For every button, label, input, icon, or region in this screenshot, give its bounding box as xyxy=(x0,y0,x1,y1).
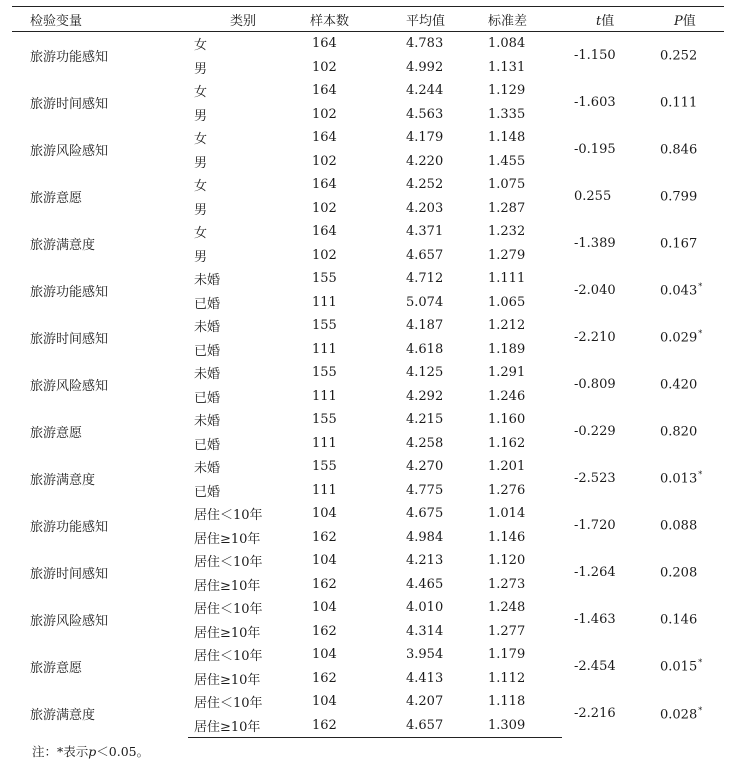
sample-size-cell: 102 xyxy=(312,247,337,263)
mean-cell: 4.314 xyxy=(406,623,444,639)
mean-cell: 4.213 xyxy=(406,553,444,569)
p-value: 0.029 xyxy=(660,330,698,346)
variable-cell: 旅游风险感知 xyxy=(30,144,109,159)
significance-star: * xyxy=(698,658,703,668)
category-cell: 男 xyxy=(194,249,208,265)
header-row xyxy=(12,7,724,32)
table-row xyxy=(12,643,724,667)
sample-size-cell: 164 xyxy=(312,36,337,52)
category-cell: 居住≥10年 xyxy=(194,531,261,547)
significance-star: * xyxy=(698,329,703,339)
mean-cell: 4.984 xyxy=(406,529,444,545)
category-cell: 居住＜10年 xyxy=(194,649,263,665)
t-value-cell: -1.463 xyxy=(574,612,616,627)
sd-cell: 1.118 xyxy=(488,694,526,710)
t-value-cell: -1.720 xyxy=(574,518,616,533)
table-row xyxy=(12,314,724,338)
p-value: 0.043 xyxy=(660,283,698,299)
header-mean: 平均值 xyxy=(376,7,468,32)
mean-cell: 4.992 xyxy=(406,59,444,75)
sample-size-cell: 155 xyxy=(312,459,337,475)
variable-cell: 旅游满意度 xyxy=(30,238,96,253)
sd-cell: 1.273 xyxy=(488,576,526,592)
p-value-cell xyxy=(646,361,724,408)
sample-size-cell: 155 xyxy=(312,271,337,287)
sample-size-cell: 155 xyxy=(312,318,337,334)
p-value-cell xyxy=(646,32,724,80)
category-cell: 女 xyxy=(194,226,208,242)
mean-cell: 4.783 xyxy=(406,36,444,52)
sample-size-cell: 162 xyxy=(292,714,376,738)
category-cell: 居住≥10年 xyxy=(194,625,261,641)
sd-cell: 1.232 xyxy=(488,224,526,240)
sd-cell: 1.065 xyxy=(488,294,526,310)
mean-cell: 4.203 xyxy=(406,200,444,216)
p-value: 0.846 xyxy=(660,142,698,158)
t-value-cell: -2.454 xyxy=(574,659,616,674)
sample-size-cell: 111 xyxy=(312,435,337,451)
p-value: 0.111 xyxy=(660,95,698,111)
header-sample-size: 样本数 xyxy=(292,7,376,32)
table-note xyxy=(32,742,149,760)
p-value: 0.208 xyxy=(660,565,698,581)
sample-size-cell: 164 xyxy=(312,83,337,99)
sd-cell: 1.212 xyxy=(488,318,526,334)
mean-cell: 4.563 xyxy=(406,106,444,122)
mean-cell: 4.258 xyxy=(406,435,444,451)
sd-cell: 1.084 xyxy=(488,36,526,52)
table-row xyxy=(12,549,724,573)
table-row xyxy=(12,455,724,479)
t-value-cell: -0.195 xyxy=(574,142,616,157)
mean-cell: 4.712 xyxy=(406,271,444,287)
mean-cell: 4.775 xyxy=(406,482,444,498)
p-value: 0.167 xyxy=(660,236,698,252)
variable-cell: 旅游意愿 xyxy=(30,426,83,441)
sample-size-cell: 164 xyxy=(312,177,337,193)
mean-cell: 4.207 xyxy=(406,694,444,710)
category-cell: 已婚 xyxy=(194,343,221,359)
mean-cell: 3.954 xyxy=(406,647,444,663)
category-cell: 居住≥10年 xyxy=(194,672,261,688)
p-value-cell xyxy=(646,220,724,267)
table-row xyxy=(12,32,724,56)
p-value: 0.820 xyxy=(660,424,698,440)
sample-size-cell: 164 xyxy=(312,224,337,240)
mean-cell: 4.465 xyxy=(406,576,444,592)
table-row xyxy=(12,267,724,291)
table-row xyxy=(12,361,724,385)
significance-star: * xyxy=(698,282,703,292)
sd-cell: 1.120 xyxy=(488,553,526,569)
category-cell: 已婚 xyxy=(194,296,221,312)
category-cell: 未婚 xyxy=(194,414,221,430)
category-cell: 女 xyxy=(194,132,208,148)
header-p xyxy=(646,7,724,32)
p-value-cell xyxy=(646,455,724,502)
note-suffix: ＜0.05。 xyxy=(96,744,150,759)
t-value-cell: -2.523 xyxy=(574,471,616,486)
p-value: 0.252 xyxy=(660,48,698,64)
sample-size-cell: 111 xyxy=(312,388,337,404)
t-value-cell: -1.389 xyxy=(574,236,616,251)
mean-cell: 4.244 xyxy=(406,83,444,99)
significance-star: * xyxy=(698,705,703,715)
sd-cell: 1.129 xyxy=(488,83,526,99)
sample-size-cell: 102 xyxy=(312,153,337,169)
sample-size-cell: 164 xyxy=(312,130,337,146)
significance-star: * xyxy=(698,470,703,480)
sample-size-cell: 102 xyxy=(312,106,337,122)
sd-cell: 1.111 xyxy=(488,271,526,287)
mean-cell: 4.125 xyxy=(406,365,444,381)
mean-cell: 4.618 xyxy=(406,341,444,357)
mean-cell: 4.292 xyxy=(406,388,444,404)
category-cell: 女 xyxy=(194,179,208,195)
sd-cell: 1.287 xyxy=(488,200,526,216)
table-row xyxy=(12,173,724,197)
sample-size-cell: 155 xyxy=(312,365,337,381)
mean-cell: 5.074 xyxy=(406,294,444,310)
sample-size-cell: 155 xyxy=(312,412,337,428)
p-value: 0.799 xyxy=(660,189,698,205)
category-cell: 居住＜10年 xyxy=(194,696,263,712)
p-value-cell xyxy=(646,596,724,643)
sd-cell: 1.309 xyxy=(468,714,562,738)
t-value-cell: -0.229 xyxy=(574,424,616,439)
p-value-cell xyxy=(646,126,724,173)
variable-cell: 旅游时间感知 xyxy=(30,567,109,582)
header-sd: 标准差 xyxy=(468,7,562,32)
category-cell: 居住＜10年 xyxy=(194,555,263,571)
p-value-cell xyxy=(646,643,724,690)
variable-cell: 旅游意愿 xyxy=(30,191,83,206)
variable-cell: 旅游功能感知 xyxy=(30,285,109,300)
sd-cell: 1.148 xyxy=(488,130,526,146)
mean-cell: 4.252 xyxy=(406,177,444,193)
mean-cell: 4.010 xyxy=(406,600,444,616)
category-cell: 未婚 xyxy=(194,273,221,289)
category-cell: 居住≥10年 xyxy=(188,714,292,738)
category-cell: 女 xyxy=(194,38,208,54)
category-cell: 男 xyxy=(194,61,208,77)
category-cell: 居住＜10年 xyxy=(194,508,263,524)
p-value-cell xyxy=(646,79,724,126)
sd-cell: 1.276 xyxy=(488,482,526,498)
header-t-suffix: 值 xyxy=(601,13,615,29)
sd-cell: 1.160 xyxy=(488,412,526,428)
sample-size-cell: 162 xyxy=(312,623,337,639)
variable-cell: 旅游时间感知 xyxy=(30,332,109,347)
header-p-suffix: 值 xyxy=(682,13,696,29)
sample-size-cell: 162 xyxy=(312,670,337,686)
sd-cell: 1.277 xyxy=(488,623,526,639)
sd-cell: 1.075 xyxy=(488,177,526,193)
sd-cell: 1.146 xyxy=(488,529,526,545)
sd-cell: 1.455 xyxy=(488,153,526,169)
category-cell: 男 xyxy=(194,108,208,124)
category-cell: 已婚 xyxy=(194,484,221,500)
category-cell: 已婚 xyxy=(194,390,221,406)
t-value-cell: 0.255 xyxy=(574,189,612,204)
category-cell: 男 xyxy=(194,202,208,218)
variable-cell: 旅游时间感知 xyxy=(30,97,109,112)
sample-size-cell: 111 xyxy=(312,482,337,498)
sd-cell: 1.201 xyxy=(488,459,526,475)
mean-cell: 4.270 xyxy=(406,459,444,475)
sample-size-cell: 162 xyxy=(312,529,337,545)
mean-cell: 4.675 xyxy=(406,506,444,522)
variable-cell: 旅游风险感知 xyxy=(30,379,109,394)
t-value-cell: -1.150 xyxy=(574,48,616,63)
p-value: 0.028 xyxy=(660,706,698,722)
table-row xyxy=(12,408,724,432)
p-value-cell xyxy=(646,267,724,314)
mean-cell: 4.179 xyxy=(406,130,444,146)
variable-cell: 旅游满意度 xyxy=(30,708,96,724)
table-body xyxy=(12,32,724,738)
header-t xyxy=(562,7,646,32)
category-cell: 男 xyxy=(194,155,208,171)
table-row xyxy=(12,690,724,714)
mean-cell: 4.220 xyxy=(406,153,444,169)
header-p-symbol: P xyxy=(674,13,683,29)
sd-cell: 1.248 xyxy=(488,600,526,616)
sample-size-cell: 104 xyxy=(312,694,337,710)
mean-cell: 4.215 xyxy=(406,412,444,428)
sd-cell: 1.112 xyxy=(488,670,526,686)
category-cell: 未婚 xyxy=(194,367,221,383)
sample-size-cell: 104 xyxy=(312,600,337,616)
p-value-cell xyxy=(646,502,724,549)
variable-cell: 旅游风险感知 xyxy=(30,614,109,629)
mean-cell: 4.413 xyxy=(406,670,444,686)
p-value: 0.015 xyxy=(660,659,698,675)
category-cell: 居住≥10年 xyxy=(194,578,261,594)
sd-cell: 1.014 xyxy=(488,506,526,522)
sd-cell: 1.179 xyxy=(488,647,526,663)
table-row xyxy=(12,220,724,244)
sample-size-cell: 111 xyxy=(312,341,337,357)
variable-cell: 旅游功能感知 xyxy=(30,520,109,535)
sd-cell: 1.246 xyxy=(488,388,526,404)
sample-size-cell: 102 xyxy=(312,59,337,75)
header-category: 类别 xyxy=(188,7,292,32)
variable-cell: 旅游意愿 xyxy=(30,661,83,676)
header-variable: 检验变量 xyxy=(12,7,188,32)
sample-size-cell: 162 xyxy=(312,576,337,592)
sd-cell: 1.189 xyxy=(488,341,526,357)
p-value-cell xyxy=(646,408,724,455)
category-cell: 居住＜10年 xyxy=(194,602,263,618)
t-value-cell: -2.040 xyxy=(574,283,616,298)
table-row xyxy=(12,126,724,150)
t-value-cell: -1.603 xyxy=(574,95,616,110)
t-value-cell: -1.264 xyxy=(574,565,616,580)
category-cell: 未婚 xyxy=(194,320,221,336)
t-value-cell: -2.216 xyxy=(574,706,616,722)
sd-cell: 1.279 xyxy=(488,247,526,263)
sample-size-cell: 104 xyxy=(312,647,337,663)
sd-cell: 1.131 xyxy=(488,59,526,75)
p-value-cell xyxy=(646,314,724,361)
mean-cell: 4.371 xyxy=(406,224,444,240)
p-value: 0.088 xyxy=(660,518,698,534)
sample-size-cell: 104 xyxy=(312,553,337,569)
p-value-cell xyxy=(646,549,724,596)
table-row xyxy=(12,79,724,103)
mean-cell: 4.657 xyxy=(406,247,444,263)
p-value: 0.146 xyxy=(660,612,698,628)
category-cell: 女 xyxy=(194,85,208,101)
sd-cell: 1.335 xyxy=(488,106,526,122)
header-t-symbol: t xyxy=(596,13,602,29)
p-value: 0.420 xyxy=(660,377,698,393)
note-p-symbol: p xyxy=(88,744,97,759)
sd-cell: 1.291 xyxy=(488,365,526,381)
mean-cell: 4.657 xyxy=(376,714,468,738)
sample-size-cell: 102 xyxy=(312,200,337,216)
table-row xyxy=(12,502,724,526)
sd-cell: 1.162 xyxy=(488,435,526,451)
p-value-cell xyxy=(646,173,724,220)
t-value-cell: -2.210 xyxy=(574,330,616,345)
t-test-table xyxy=(12,6,724,738)
sample-size-cell: 104 xyxy=(312,506,337,522)
category-cell: 已婚 xyxy=(194,437,221,453)
sample-size-cell: 111 xyxy=(312,294,337,310)
p-value-cell xyxy=(646,690,724,738)
table-row xyxy=(12,596,724,620)
t-value-cell: -0.809 xyxy=(574,377,616,392)
mean-cell: 4.187 xyxy=(406,318,444,334)
category-cell: 未婚 xyxy=(194,461,221,477)
variable-cell: 旅游功能感知 xyxy=(30,50,109,65)
note-prefix: 注：*表示 xyxy=(32,744,89,759)
p-value: 0.013 xyxy=(660,471,698,487)
variable-cell: 旅游满意度 xyxy=(30,473,96,488)
